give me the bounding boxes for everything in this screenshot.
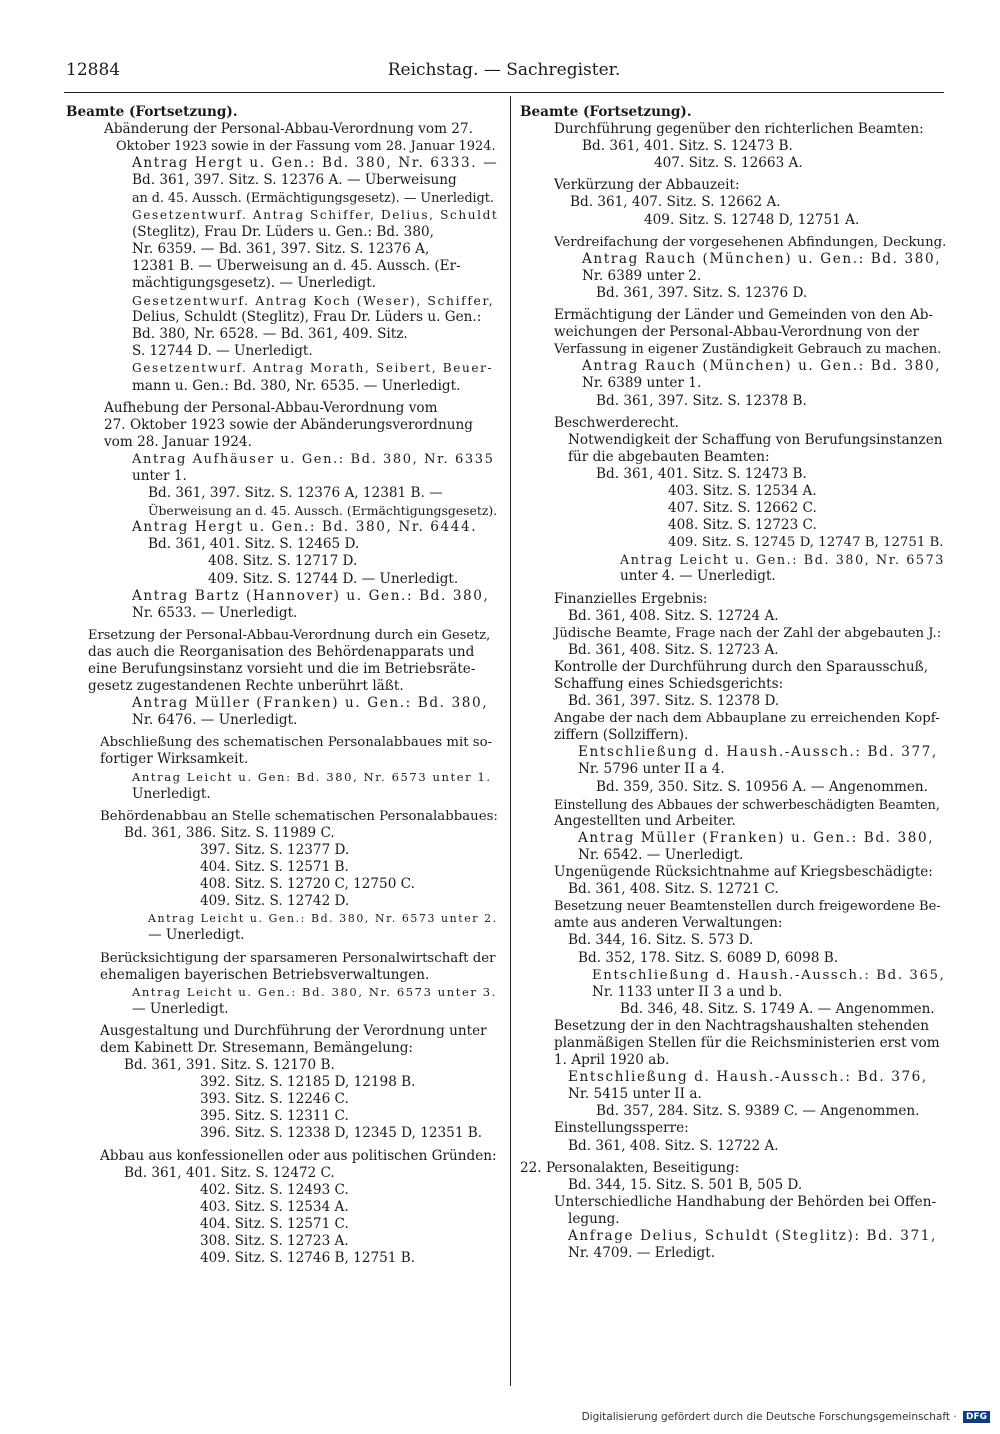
index-line: Einstellungssperre: bbox=[554, 1120, 689, 1137]
index-line: eine Berufungsinstanz vorsieht und die im Betriebsräte- bbox=[88, 661, 476, 677]
index-line: Abänderung der Personal-Abbau-Verordnung vom 27. bbox=[104, 121, 473, 138]
index-line: Gesetzentwurf. Antrag Schiffer, Delius, Schuldt bbox=[132, 207, 498, 222]
index-line: Bd. 361, 407. Sitz. S. 12662 A. bbox=[570, 194, 781, 211]
index-line: fortiger Wirksamkeit. bbox=[100, 751, 249, 768]
index-line: Bd. 361, 401. Sitz. S. 12472 C. bbox=[124, 1164, 335, 1181]
index-line: 397. Sitz. S. 12377 D. bbox=[200, 841, 350, 858]
index-line: Verfassung in eigener Zuständigkeit Gebrauch zu machen. bbox=[554, 342, 942, 358]
index-line: Entschließung d. Haush.-Aussch.: Bd. 365, bbox=[592, 967, 946, 983]
index-line: Nr. 6359. — Bd. 361, 397. Sitz. S. 12376 A, bbox=[132, 240, 430, 257]
index-line: Ermächtigung der Länder und Gemeinden von den Ab- bbox=[554, 307, 934, 324]
index-line: weichungen der Personal-Abbau-Verordnung von der bbox=[554, 324, 919, 341]
index-line: Nr. 6389 unter 1. bbox=[582, 375, 702, 392]
index-line: Behördenabbau an Stelle schematischen Personalabbaues: bbox=[100, 808, 498, 824]
index-line: Anfrage Delius, Schuldt (Steglitz): Bd. 371, bbox=[568, 1228, 937, 1244]
running-title: Reichstag. — Sachregister. bbox=[387, 60, 621, 80]
index-line: Aufhebung der Personal-Abbau-Verordnung vom bbox=[104, 399, 438, 416]
index-line: vom 28. Januar 1924. bbox=[104, 433, 252, 450]
index-line: Oktober 1923 sowie in der Fassung vom 28. Januar 1924. bbox=[116, 139, 496, 155]
index-line: 408. Sitz. S. 12717 D. bbox=[208, 553, 358, 570]
header-rule bbox=[64, 92, 944, 93]
index-line: 408. Sitz. S. 12723 C. bbox=[668, 517, 817, 534]
index-line: 392. Sitz. S. 12185 D, 12198 B. bbox=[200, 1074, 416, 1091]
index-line: Schaffung eines Schiedsgerichts: bbox=[554, 676, 784, 692]
page-number: 12884 bbox=[66, 60, 121, 80]
index-line: Bd. 380, Nr. 6528. — Bd. 361, 409. Sitz. bbox=[132, 326, 408, 343]
index-line: Bd. 346, 48. Sitz. S. 1749 A. — Angenommen. bbox=[620, 1000, 935, 1017]
index-line: Antrag Rauch (München) u. Gen.: Bd. 380, bbox=[582, 250, 942, 267]
index-line: 409. Sitz. S. 12748 D, 12751 A. bbox=[644, 211, 860, 228]
index-line: unter 4. — Unerledigt. bbox=[620, 568, 776, 585]
index-line: Antrag Aufhäuser u. Gen.: Bd. 380, Nr. 6335 bbox=[132, 451, 495, 467]
index-line: Delius, Schuldt (Steglitz), Frau Dr. Lüders u. Gen.: bbox=[132, 309, 482, 326]
section-heading: Beamte (Fortsetzung). bbox=[520, 104, 692, 120]
index-line: Antrag Leicht u. Gen: Bd. 380, Nr. 6573 unter 1. bbox=[132, 769, 492, 784]
index-line: Unerledigt. bbox=[132, 785, 211, 802]
index-line: Verdreifachung der vorgesehenen Abfindungen, Deckung. bbox=[554, 234, 946, 250]
index-line: mächtigungsgesetz). — Unerledigt. bbox=[132, 274, 376, 291]
index-line: planmäßigen Stellen für die Reichsministerien erst vom bbox=[554, 1034, 940, 1051]
index-line: Entschließung d. Haush.-Aussch.: Bd. 377, bbox=[578, 744, 938, 761]
index-line: Bd. 361, 401. Sitz. S. 12473 B. bbox=[596, 465, 807, 482]
index-line: Bd. 357, 284. Sitz. S. 9389 C. — Angenommen. bbox=[596, 1103, 920, 1120]
index-line: Bd. 361, 408. Sitz. S. 12724 A. bbox=[568, 607, 779, 624]
index-line: Bd. 361, 397. Sitz. S. 12376 D. bbox=[596, 284, 808, 301]
index-line: ehemaligen bayerischen Betriebsverwaltungen. bbox=[100, 966, 430, 983]
index-line: Bd. 361, 401. Sitz. S. 12473 B. bbox=[582, 138, 793, 155]
index-line: 1. April 1920 ab. bbox=[554, 1052, 670, 1069]
left-column bbox=[66, 104, 498, 1267]
index-line: Gesetzentwurf. Antrag Morath, Seibert, Beuer- bbox=[132, 361, 494, 376]
index-line: Abbau aus konfessionellen oder aus politischen Gründen: bbox=[100, 1147, 497, 1164]
index-line: 409. Sitz. S. 12746 B, 12751 B. bbox=[200, 1250, 416, 1267]
index-line: Nr. 4709. — Erledigt. bbox=[568, 1245, 716, 1262]
index-line: Bd. 361, 397. Sitz. S. 12376 A. — Überweisung bbox=[132, 172, 457, 189]
index-line: 395. Sitz. S. 12311 C. bbox=[200, 1108, 349, 1125]
index-line: 396. Sitz. S. 12338 D, 12345 D, 12351 B. bbox=[200, 1125, 483, 1142]
index-line: Angabe der nach dem Abbauplane zu erreichenden Kopf- bbox=[554, 711, 940, 727]
index-line: Einstellung des Abbaues der schwerbeschädigten Beamten, bbox=[554, 796, 940, 812]
index-line: Antrag Müller (Franken) u. Gen.: Bd. 380, bbox=[578, 829, 935, 846]
index-line: gesetz zugestandenen Rechte unberührt läßt. bbox=[88, 678, 404, 695]
index-line: 308. Sitz. S. 12723 A. bbox=[200, 1233, 349, 1249]
index-line: 403. Sitz. S. 12534 A. bbox=[200, 1198, 349, 1215]
index-line: Finanzielles Ergebnis: bbox=[554, 590, 708, 607]
index-line: Antrag Rauch (München) u. Gen.: Bd. 380, bbox=[582, 358, 942, 375]
index-line: für die abgebauten Beamten: bbox=[568, 448, 770, 465]
index-line: 409. Sitz. S. 12744 D. — Unerledigt. bbox=[208, 570, 459, 587]
index-line: Kontrolle der Durchführung durch den Sparausschuß, bbox=[554, 658, 929, 675]
index-line: Jüdische Beamte, Frage nach der Zahl der abgebauten J.: bbox=[554, 625, 942, 641]
index-line: amte aus anderen Verwaltungen: bbox=[554, 915, 783, 932]
index-line: Antrag Leicht u. Gen.: Bd. 380, Nr. 6573 unter 2. bbox=[148, 912, 498, 926]
index-line: Bd. 344, 15. Sitz. S. 501 B, 505 D. bbox=[568, 1176, 803, 1193]
index-line: Bd. 361, 408. Sitz. S. 12723 A. bbox=[568, 641, 779, 658]
index-line: — Unerledigt. bbox=[148, 927, 245, 944]
index-line: 409. Sitz. S. 12745 D, 12747 B, 12751 B. bbox=[668, 535, 944, 551]
index-line: Berücksichtigung der sparsameren Personalwirtschaft der bbox=[100, 950, 496, 966]
index-line: das auch die Reorganisation des Behördenapparats und bbox=[88, 643, 475, 660]
index-line: Antrag Hergt u. Gen.: Bd. 380, Nr. 6333. — bbox=[132, 155, 498, 172]
section-heading: Beamte (Fortsetzung). bbox=[66, 104, 238, 120]
index-line: S. 12744 D. — Unerledigt. bbox=[132, 343, 313, 360]
index-line: Ausgestaltung und Durchführung der Verordnung unter bbox=[100, 1022, 487, 1039]
index-line: Ungenügende Rücksichtnahme auf Kriegsbeschädigte: bbox=[554, 864, 933, 881]
index-line: 408. Sitz. S. 12720 C, 12750 C. bbox=[200, 876, 415, 893]
index-line: 407. Sitz. S. 12662 C. bbox=[668, 500, 817, 517]
index-line: Bd. 361, 397. Sitz. S. 12378 D. bbox=[568, 693, 780, 710]
index-line: Entschließung d. Haush.-Aussch.: Bd. 376, bbox=[568, 1069, 928, 1086]
index-line: 402. Sitz. S. 12493 C. bbox=[200, 1181, 349, 1198]
index-line: dem Kabinett Dr. Stresemann, Bemängelung: bbox=[100, 1039, 414, 1056]
index-line: Bd. 361, 408. Sitz. S. 12722 A. bbox=[568, 1137, 779, 1154]
index-line: mann u. Gen.: Bd. 380, Nr. 6535. — Unerledigt. bbox=[132, 377, 461, 394]
footer: Digitalisierung gefördert durch die Deutsche Forschungsgemeinschaft · DFG bbox=[0, 1411, 990, 1423]
index-line: Bd. 361, 397. Sitz. S. 12376 A, 12381 B. — bbox=[148, 485, 443, 502]
index-line: Nr. 1133 unter II 3 a und b. bbox=[592, 983, 783, 1000]
index-line: Überweisung an d. 45. Aussch. (Ermächtigungsgesetz). bbox=[148, 503, 498, 519]
index-line: Antrag Leicht u. Gen.: Bd. 380, Nr. 6573 unter 3. bbox=[132, 984, 497, 999]
index-line: Antrag Bartz (Hannover) u. Gen.: Bd. 380, bbox=[132, 587, 490, 604]
index-line: Bd. 361, 397. Sitz. S. 12378 B. bbox=[596, 392, 807, 409]
index-line: Bd. 361, 401. Sitz. S. 12465 D. bbox=[148, 536, 360, 553]
index-line: 12381 B. — Überweisung an d. 45. Aussch. (Er- bbox=[132, 257, 461, 274]
index-line: Angestellten und Arbeiter. bbox=[554, 812, 736, 829]
index-line: Bd. 361, 408. Sitz. S. 12721 C. bbox=[568, 881, 779, 898]
index-line: Nr. 6542. — Unerledigt. bbox=[578, 846, 744, 863]
index-line: 404. Sitz. S. 12571 B. bbox=[200, 859, 349, 876]
column-divider bbox=[510, 96, 511, 1386]
index-line: Ersetzung der Personal-Abbau-Verordnung durch ein Gesetz, bbox=[88, 627, 491, 643]
index-line: 404. Sitz. S. 12571 C. bbox=[200, 1215, 349, 1232]
index-line: ziffern (Sollziffern). bbox=[554, 727, 689, 744]
index-line: Bd. 352, 178. Sitz. S. 6089 D, 6098 B. bbox=[578, 949, 839, 966]
index-line: Beschwerderecht. bbox=[554, 414, 679, 431]
dfg-logo: DFG bbox=[963, 1411, 990, 1423]
index-line: Nr. 5796 unter II a 4. bbox=[578, 761, 725, 778]
index-line: Besetzung neuer Beamtenstellen durch freigewordene Be- bbox=[554, 899, 941, 915]
index-line: — Unerledigt. bbox=[132, 1000, 229, 1017]
index-line: Bd. 361, 391. Sitz. S. 12170 B. bbox=[124, 1057, 335, 1074]
index-line: 403. Sitz. S. 12534 A. bbox=[668, 482, 817, 499]
funding-credit: Digitalisierung gefördert durch die Deutsche Forschungsgemeinschaft bbox=[581, 1411, 950, 1423]
index-line: Bd. 361, 386. Sitz. S. 11989 C. bbox=[124, 824, 335, 841]
index-line: an d. 45. Aussch. (Ermächtigungsgesetz). — Unerledigt. bbox=[132, 190, 494, 206]
index-line: Unterschiedliche Handhabung der Behörden bei Offen- bbox=[554, 1193, 937, 1210]
index-line: Nr. 5415 unter II a. bbox=[568, 1086, 702, 1103]
index-line: 407. Sitz. S. 12663 A. bbox=[654, 155, 803, 172]
index-line: unter 1. bbox=[132, 467, 187, 484]
index-line: Nr. 6476. — Unerledigt. bbox=[132, 712, 298, 729]
index-line: legung. bbox=[568, 1210, 620, 1227]
index-line: Durchführung gegenüber den richterlichen Beamten: bbox=[554, 121, 924, 138]
index-line: (Steglitz), Frau Dr. Lüders u. Gen.: Bd. 380, bbox=[132, 223, 434, 240]
index-line: 27. Oktober 1923 sowie der Abänderungsverordnung bbox=[104, 416, 473, 433]
index-line: 22. Personalakten, Beseitigung: bbox=[520, 1159, 740, 1176]
index-line: Besetzung der in den Nachtragshaushalten stehenden bbox=[554, 1017, 930, 1034]
index-line: 393. Sitz. S. 12246 C. bbox=[200, 1091, 349, 1108]
index-line: Antrag Leicht u. Gen.: Bd. 380, Nr. 6573 bbox=[620, 552, 945, 568]
index-line: Bd. 359, 350. Sitz. S. 10956 A. — Angenommen. bbox=[596, 778, 929, 795]
index-line: Bd. 344, 16. Sitz. S. 573 D. bbox=[568, 932, 754, 949]
index-line: Antrag Hergt u. Gen.: Bd. 380, Nr. 6444. bbox=[132, 519, 478, 536]
index-line: Nr. 6533. — Unerledigt. bbox=[132, 604, 298, 621]
right-column bbox=[520, 104, 946, 1262]
index-line: Antrag Müller (Franken) u. Gen.: Bd. 380, bbox=[132, 695, 489, 712]
index-line: Nr. 6389 unter 2. bbox=[582, 267, 702, 284]
index-line: Verkürzung der Abbauzeit: bbox=[554, 177, 740, 194]
index-line: Notwendigkeit der Schaffung von Berufungsinstanzen bbox=[568, 431, 943, 448]
index-line: Abschließung des schematischen Personalabbaues mit so- bbox=[100, 735, 493, 751]
page-header bbox=[66, 60, 942, 90]
index-line: Gesetzentwurf. Antrag Koch (Weser), Schiffer, bbox=[132, 293, 495, 309]
index-line: 409. Sitz. S. 12742 D. bbox=[200, 893, 350, 910]
